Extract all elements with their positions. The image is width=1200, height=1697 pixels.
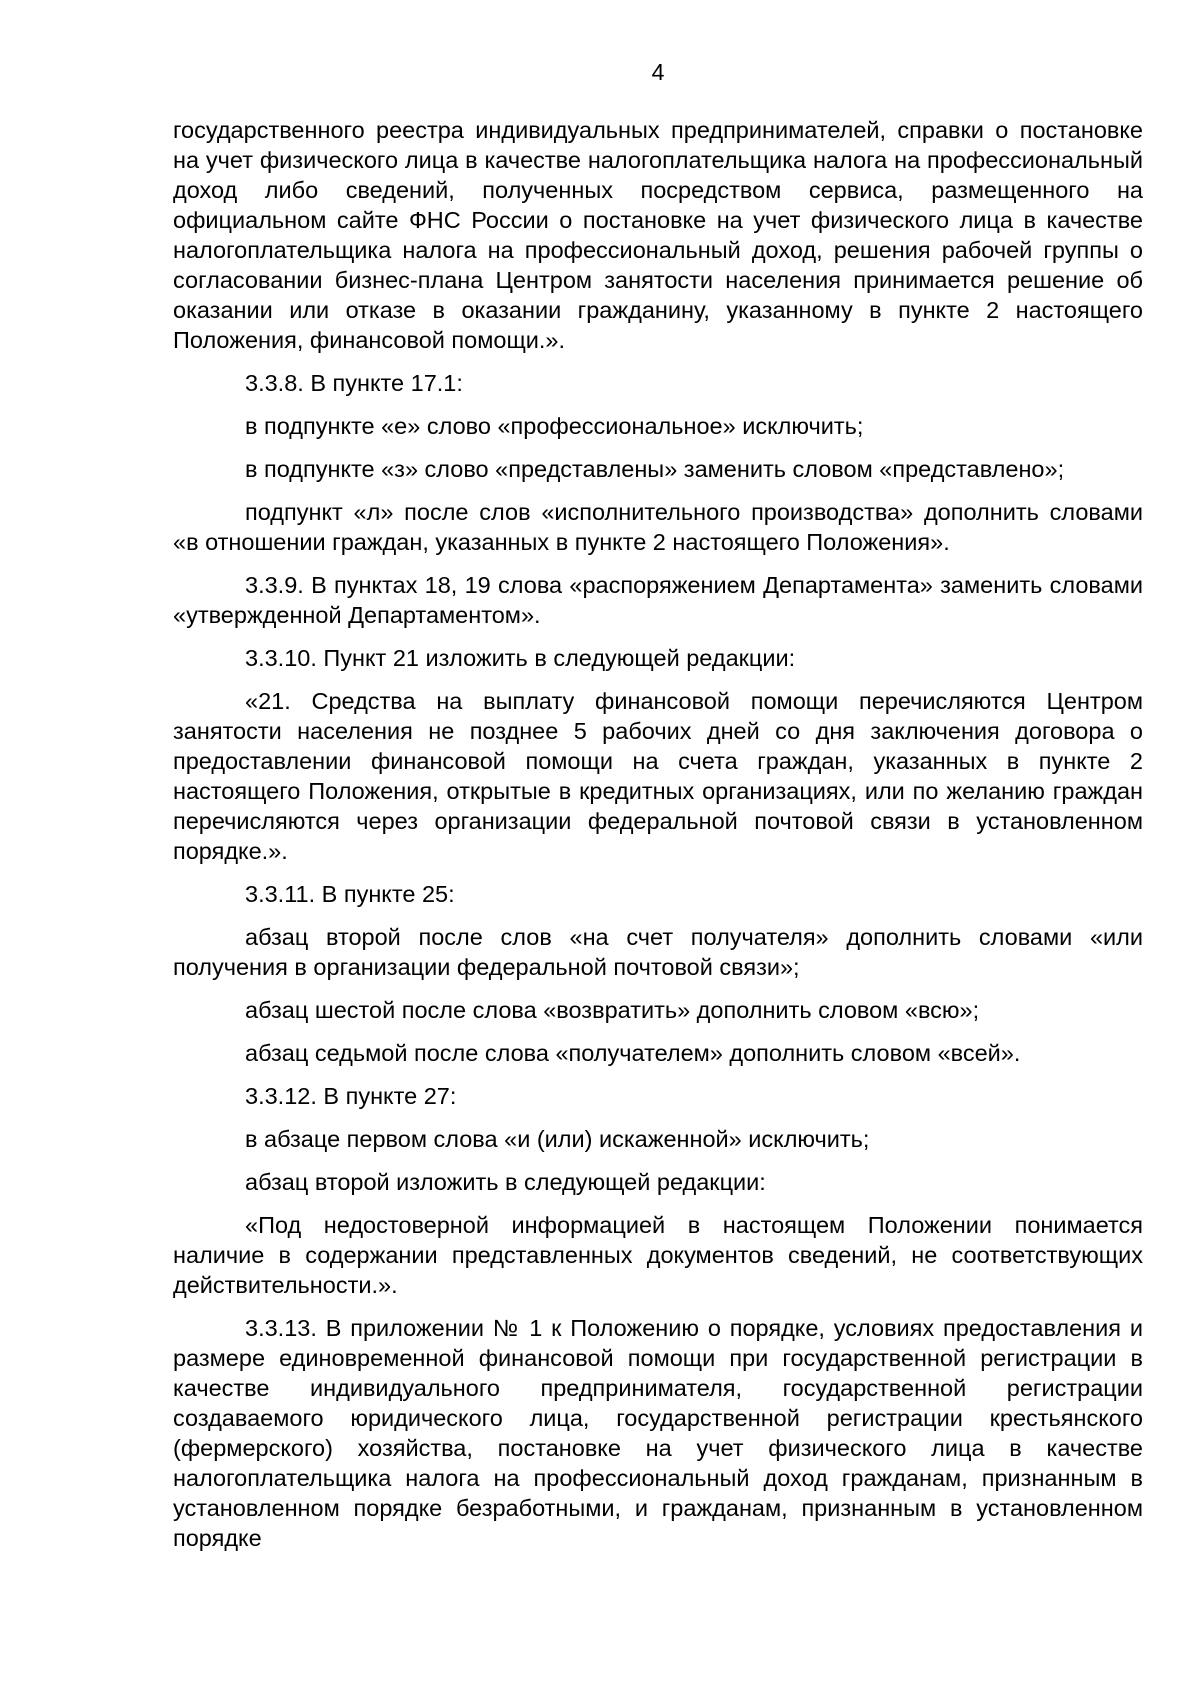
page-number: 4 xyxy=(651,59,665,85)
paragraph-subpoint-z: в подпункте «з» слово «представлены» заменить словом «представлено»; xyxy=(245,456,1065,482)
paragraph-subpoint-e: в подпункте «е» слово «профессиональное» исключить; xyxy=(245,413,864,439)
paragraph-3-3-13: 3.3.13. В приложении № 1 к Положению о порядке, условиях предоставления и размере единовременной финансовой помощи при государственной регистрации в качестве индивидуального предпринимателя, государственной регистрации создаваемого юридического лица, государственной регистрации крестьянского (фермерского) хозяйства, постановке на учет физического лица в качестве налогоплательщика налога на профессиональный доход гражданам, признанным в установленном порядке безработными, и гражданам, признанным в установленном порядке xyxy=(173,1315,1143,1551)
paragraph-abzac-first-exclude: в абзаце первом слова «и (или) искаженной» исключить; xyxy=(245,1126,870,1152)
paragraph-3-3-9: 3.3.9. В пунктах 18, 19 слова «распоряжением Департамента» заменить словами «утвержденной Департаментом». xyxy=(173,572,1143,628)
paragraph-unreliable-info-definition: «Под недостоверной информацией в настоящем Положении понимается наличие в содержании представленных документов сведений, не соответствующих действительности.». xyxy=(173,1212,1143,1298)
paragraph-3-3-10: 3.3.10. Пункт 21 изложить в следующей редакции: xyxy=(245,645,796,671)
paragraph-3-3-12: 3.3.12. В пункте 27: xyxy=(245,1083,457,1109)
paragraph-abzac-second-redaction: абзац второй изложить в следующей редакции: xyxy=(245,1169,766,1195)
paragraph-subpoint-l: подпункт «л» после слов «исполнительного производства» дополнить словами «в отношении граждан, указанных в пункте 2 настоящего Положения». xyxy=(173,499,1143,555)
paragraph-abzac-seventh: абзац седьмой после слова «получателем» дополнить словом «всей». xyxy=(245,1040,1021,1066)
document-body xyxy=(173,115,1143,1566)
paragraph-abzac-sixth: абзац шестой после слова «возвратить» дополнить словом «всю»; xyxy=(245,997,980,1023)
paragraph-3-3-11: 3.3.11. В пункте 25: xyxy=(245,881,455,907)
paragraph-3-3-8: 3.3.8. В пункте 17.1: xyxy=(245,370,463,396)
paragraph-abzac-second: абзац второй после слов «на счет получателя» дополнить словами «или получения в организации федеральной почтовой связи»; xyxy=(173,924,1143,980)
paragraph-point-21-text: «21. Средства на выплату финансовой помощи перечисляются Центром занятости населения не позднее 5 рабочих дней со дня заключения договора о предоставлении финансовой помощи на счета граждан, указанных в пункте 2 настоящего Положения, открытые в кредитных организациях, или по желанию граждан перечисляются через организации федеральной почтовой связи в установленном порядке.». xyxy=(173,688,1143,864)
paragraph-continuation: государственного реестра индивидуальных предпринимателей, справки о постановке на учет физического лица в качестве налогоплательщика налога на профессиональный доход либо сведений, полученных посредством сервиса, размещенного на официальном сайте ФНС России о постановке на учет физического лица в качестве налогоплательщика налога на профессиональный доход, решения рабочей группы о согласовании бизнес-плана Центром занятости населения принимается решение об оказании или отказе в оказании гражданину, указанному в пункте 2 настоящего Положения, финансовой помощи.». xyxy=(173,117,1143,353)
